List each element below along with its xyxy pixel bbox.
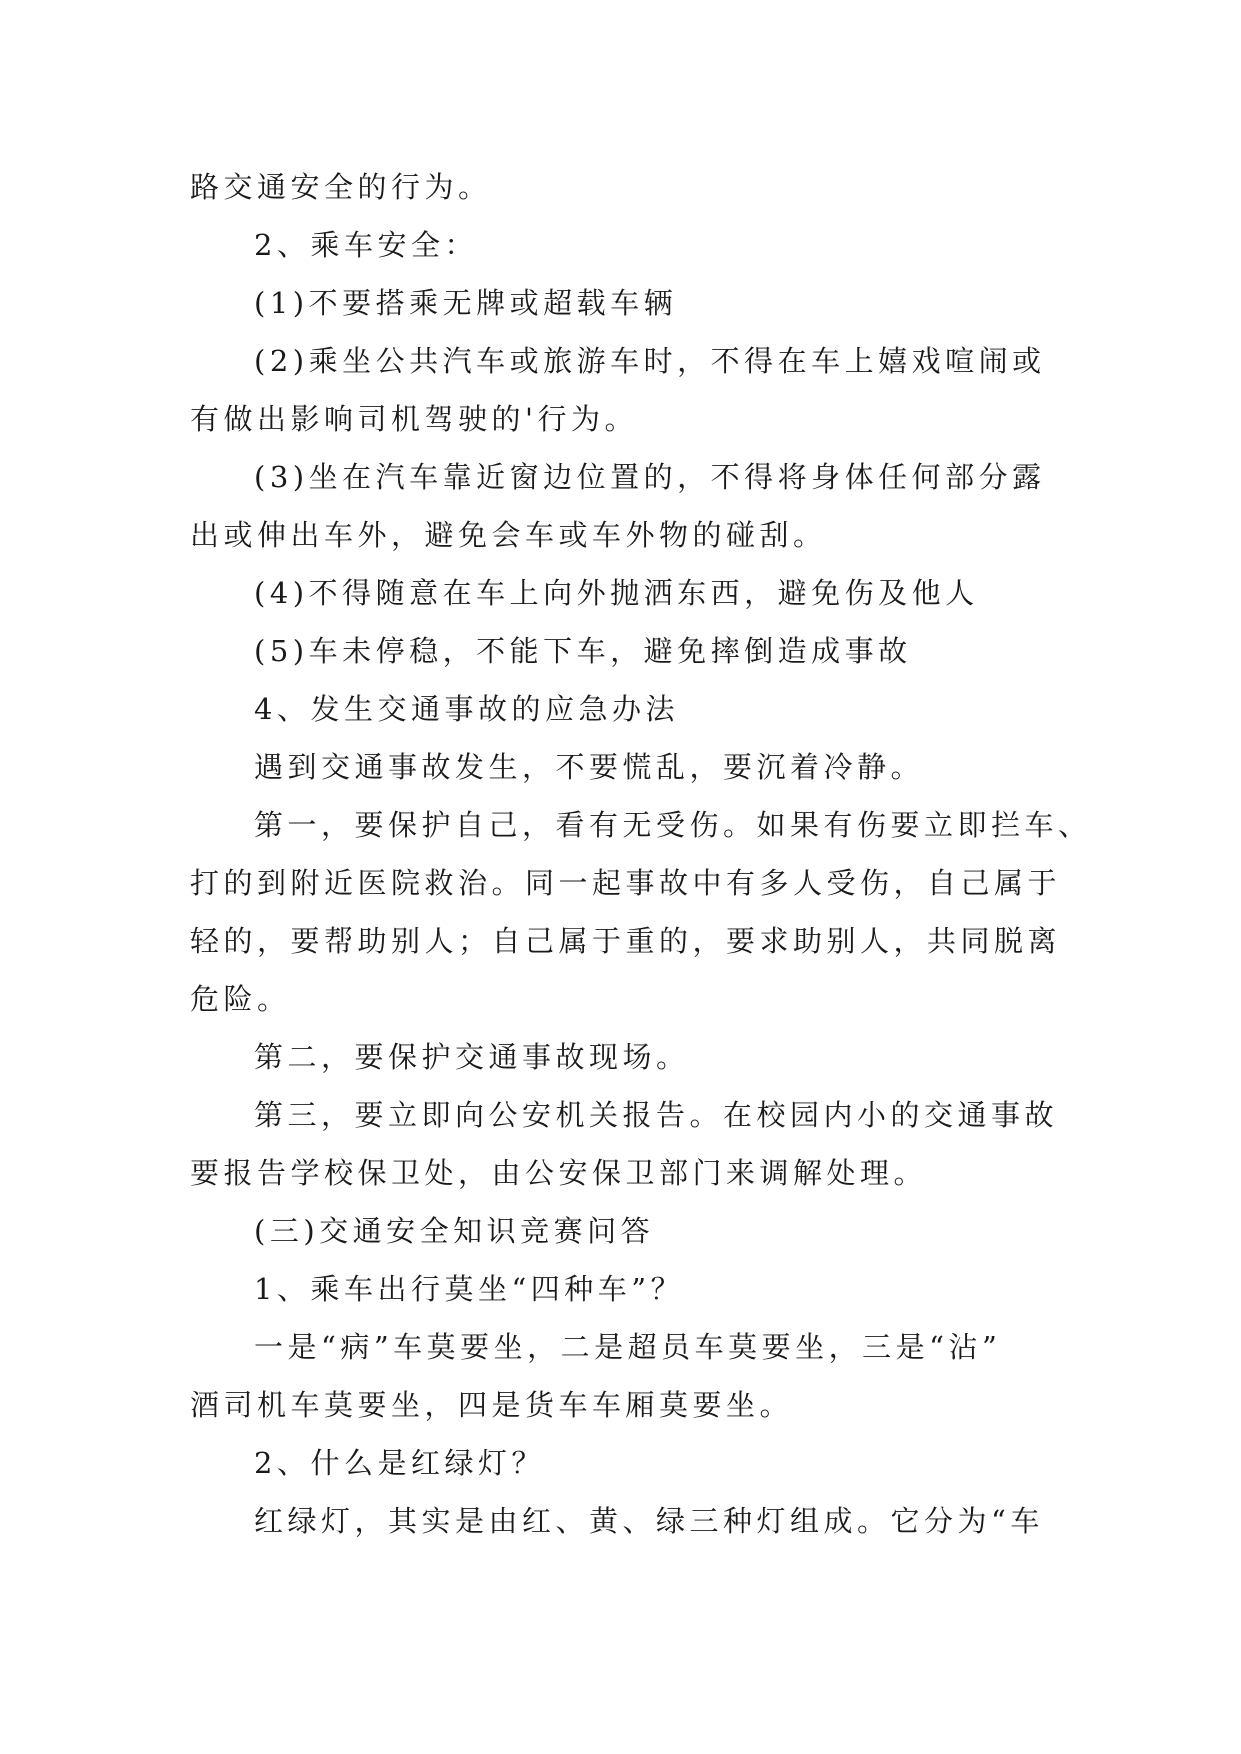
text-line: 1、乘车出行莫坐“四种车”？ [254, 1272, 685, 1306]
text-line: 有做出影响司机驾驶的'行为。 [190, 402, 638, 436]
text-line: 第一，要保护自己，看有无受伤。如果有伤要立即拦车、 [254, 808, 1092, 842]
text-line: 路交通安全的行为。 [190, 170, 492, 204]
text-line: 要报告学校保卫处，由公安保卫部门来调解处理。 [190, 1156, 928, 1190]
text-line: 酒司机车莫要坐，四是货车车厢莫要坐。 [190, 1388, 794, 1422]
text-line: 2、乘车安全： [254, 228, 478, 262]
text-line: 4、发生交通事故的应急办法 [254, 692, 679, 726]
text-line: (2)乘坐公共汽车或旅游车时，不得在车上嬉戏喧闹或 [254, 344, 1046, 378]
text-line: (三)交通安全知识竞赛问答 [254, 1214, 655, 1248]
text-line: 2、什么是红绿灯？ [254, 1446, 545, 1480]
text-line: 第二，要保护交通事故现场。 [254, 1040, 690, 1074]
document-body [190, 158, 1092, 1550]
text-line: 出或伸出车外，避免会车或车外物的碰刮。 [190, 518, 827, 552]
text-line: 遇到交通事故发生，不要慌乱，要沉着冷静。 [254, 750, 925, 784]
text-line: (3)坐在汽车靠近窗边位置的，不得将身体任何部分露 [254, 460, 1046, 494]
text-line: (5)车未停稳，不能下车，避免摔倒造成事故 [254, 634, 912, 668]
text-line: 轻的，要帮助别人；自己属于重的，要求助别人，共同脱离 [190, 924, 1062, 958]
text-line: (1)不要搭乘无牌或超载车辆 [254, 286, 678, 320]
text-line: 红绿灯，其实是由红、黄、绿三种灯组成。它分为“车 [254, 1504, 1044, 1538]
text-line: 第三，要立即向公安机关报告。在校园内小的交通事故 [254, 1098, 1059, 1132]
text-line: 危险。 [190, 982, 291, 1016]
text-line: 打的到附近医院救治。同一起事故中有多人受伤，自己属于 [190, 866, 1062, 900]
text-line: 一是“病”车莫要坐，二是超员车莫要坐，三是“沾” [254, 1330, 1002, 1364]
text-line: (4)不得随意在车上向外抛洒东西，避免伤及他人 [254, 576, 979, 610]
